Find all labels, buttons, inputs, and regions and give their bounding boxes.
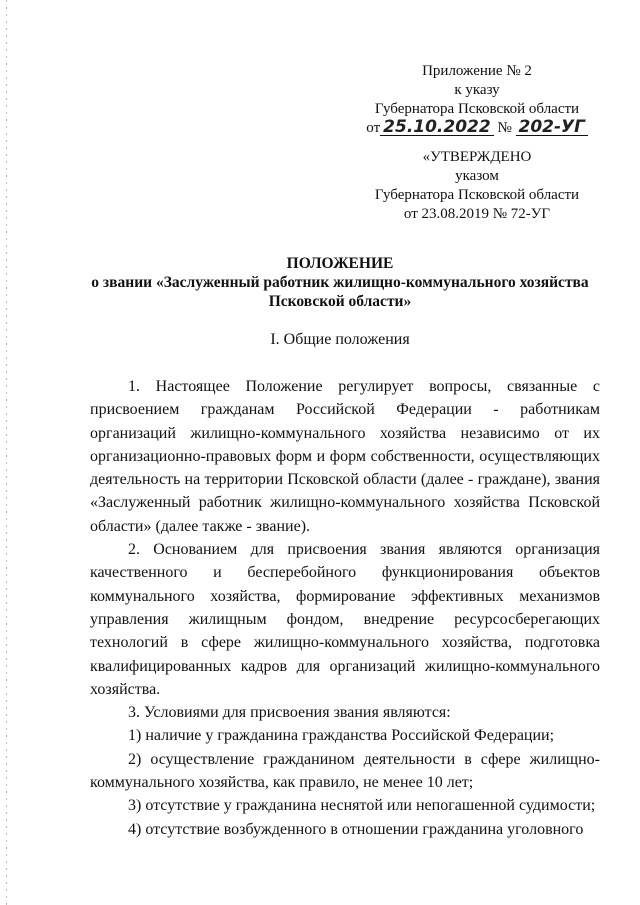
title-line-2: о звании «Заслуженный работник жилищно-коммунального хозяйства [91,274,589,291]
appendix-line-2: к указу [454,82,500,98]
date-prefix: от [366,120,381,136]
approved-line-2: указом [455,168,499,184]
approved-line-4: от 23.08.2019 № 72-УГ [403,206,551,222]
decree-date-number [362,119,592,138]
document-title [80,254,600,311]
appendix-line-3: Губернатора Псковской области [374,101,580,117]
handwritten-number: 202-УГ [516,119,588,136]
appendix-line-1: Приложение № 2 [422,63,532,79]
document-body [90,375,600,841]
section-heading: I. Общие положения [270,331,410,348]
approved-block [362,148,592,224]
title-line-3: Псковской области» [268,293,412,310]
paragraph-2: 2. Основанием для присвоения звания являются организация качественного и бесперебойного функционирования объектов коммунального хозяйства, формирование эффективных механизмов управления жилищным фондом, внедрение ресурсосберегающих технологий в сфере жилищно-коммунального хозяйства, подготовка квалифицированных кадров для организаций жилищно-коммунального хозяйства. [90,541,600,698]
paragraph-1: 1. Настоящее Положение регулирует вопросы, связанные с присвоением гражданам Российской Федерации - работникам организаций жилищно-коммунального хозяйства независимо от их организационно-правовых форм и форм собственности, осуществляющих деятельность на территории Псковской области (далее - граждане), звания «Заслуженный работник жилищно-коммунального хозяйства Псковской области» (далее также - звание). [90,378,600,535]
scan-edge-mark [6,0,7,905]
appendix-block [362,62,592,138]
list-item-3: 3) отсутствие у гражданина неснятой или непогашенной судимости; [128,797,596,815]
number-prefix: № [497,120,512,136]
list-item-2: 2) осуществление гражданином деятельности в сфере жилищно-коммунального хозяйства, как правило, не менее 10 лет; [90,750,600,792]
list-item-1: 1) наличие у гражданина гражданства Российской Федерации; [128,727,555,745]
approved-line-3: Губернатора Псковской области [374,187,580,203]
approved-line-1: «УТВЕРЖДЕНО [422,149,532,165]
title-line-1: ПОЛОЖЕНИЕ [286,255,394,272]
list-item-4: 4) отсутствие возбужденного в отношении гражданина уголовного [128,820,584,838]
paragraph-3: 3. Условиями для присвоения звания являются: [128,704,451,722]
handwritten-date: 25.10.2022 [380,119,494,136]
